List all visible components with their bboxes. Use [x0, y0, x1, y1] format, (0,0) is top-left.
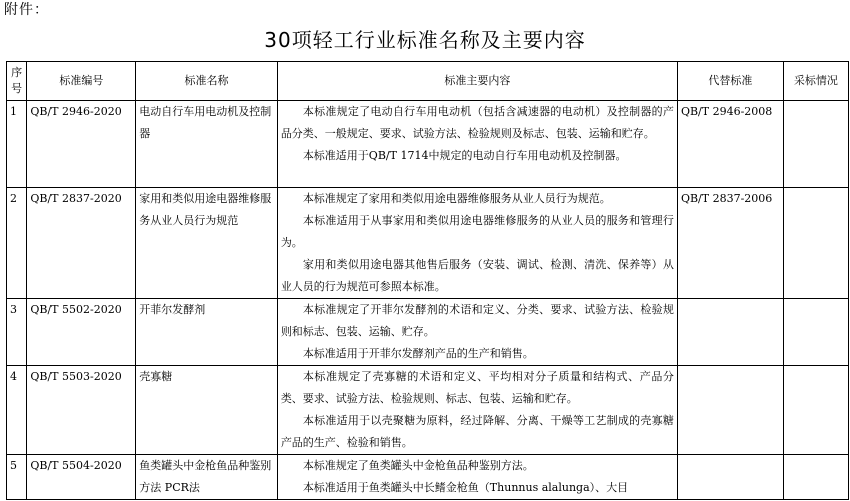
table-row [7, 101, 849, 188]
cell-content [277, 366, 677, 455]
cell-replace [677, 299, 783, 366]
content-paragraph: 本标准规定了电动自行车用电动机（包括含减速器的电动机）及控制器的产品分类、一般规定、要求、试验方法、检验规则及标志、包装、运输和贮存。 [280, 105, 674, 140]
content-paragraph: 本标准适用于QB/T 1714中规定的电动自行车用电动机及控制器。 [302, 149, 627, 162]
header-code: 标准编号 [27, 62, 136, 101]
cell-name: 电动自行车用电动机及控制器 [136, 101, 278, 188]
table-row [7, 188, 849, 299]
content-paragraph: 家用和类似用途电器其他售后服务（安装、调试、检测、清洗、保养等）从业人员的行为规范可参照本标准。 [280, 258, 674, 293]
content-paragraph: 本标准适用于以壳聚糖为原料，经过降解、分离、干燥等工艺制成的壳寡糖产品的生产、检验和销售。 [280, 414, 674, 449]
cell-name: 家用和类似用途电器维修服务从业人员行为规范 [136, 188, 278, 299]
content-paragraph: 本标准规定了开菲尔发酵剂的术语和定义、分类、要求、试验方法、检验规则和标志、包装、运输、贮存。 [280, 303, 674, 338]
cell-adopt [783, 366, 848, 455]
header-no: 序号 [7, 62, 27, 101]
table-row [7, 366, 849, 455]
content-paragraph: 本标准适用于从事家用和类似用途电器维修服务的从业人员的服务和管理行为。 [280, 214, 674, 249]
content-paragraph: 本标准规定了鱼类罐头中金枪鱼品种鉴别方法。 [302, 459, 534, 472]
cell-adopt [783, 455, 848, 500]
table-header-row [7, 62, 849, 101]
cell-name: 鱼类罐头中金枪鱼品种鉴别方法 PCR法 [136, 455, 278, 500]
cell-content [277, 188, 677, 299]
cell-name: 壳寡糖 [136, 366, 278, 455]
cell-adopt [783, 101, 848, 188]
content-paragraph: 本标准规定了家用和类似用途电器维修服务从业人员行为规范。 [302, 192, 611, 205]
cell-no: 2 [7, 188, 27, 299]
cell-adopt [783, 188, 848, 299]
cell-no: 1 [7, 101, 27, 188]
header-replace: 代替标准 [677, 62, 783, 101]
standards-table [6, 61, 849, 500]
content-paragraph: 本标准适用于开菲尔发酵剂产品的生产和销售。 [302, 347, 534, 360]
table-row [7, 299, 849, 366]
cell-code: QB/T 5502-2020 [27, 299, 136, 366]
cell-code: QB/T 5503-2020 [27, 366, 136, 455]
cell-code: QB/T 5504-2020 [27, 455, 136, 500]
table-row [7, 455, 849, 500]
cell-name: 开菲尔发酵剂 [136, 299, 278, 366]
cell-replace [677, 366, 783, 455]
content-paragraph: 本标准规定了壳寡糖的术语和定义、平均相对分子质量和结构式、产品分类、要求、试验方法、检验规则、标志、包装、运输和贮存。 [280, 370, 674, 405]
cell-adopt [783, 299, 848, 366]
document-title: 30项轻工行业标准名称及主要内容 [264, 28, 586, 52]
header-name: 标准名称 [136, 62, 278, 101]
cell-no: 3 [7, 299, 27, 366]
cell-no: 4 [7, 366, 27, 455]
cell-code: QB/T 2837-2020 [27, 188, 136, 299]
cell-content [277, 101, 677, 188]
cell-replace [677, 455, 783, 500]
content-paragraph: 本标准适用于鱼类罐头中长鳍金枪鱼（Thunnus alalunga）、大目 [302, 481, 629, 494]
cell-no: 5 [7, 455, 27, 500]
cell-content [277, 455, 677, 500]
cell-content [277, 299, 677, 366]
header-adopt: 采标情况 [783, 62, 848, 101]
cell-replace: QB/T 2946-2008 [677, 101, 783, 188]
header-content: 标准主要内容 [277, 62, 677, 101]
cell-code: QB/T 2946-2020 [27, 101, 136, 188]
cell-replace: QB/T 2837-2006 [677, 188, 783, 299]
attachment-label: 附件： [4, 2, 49, 18]
